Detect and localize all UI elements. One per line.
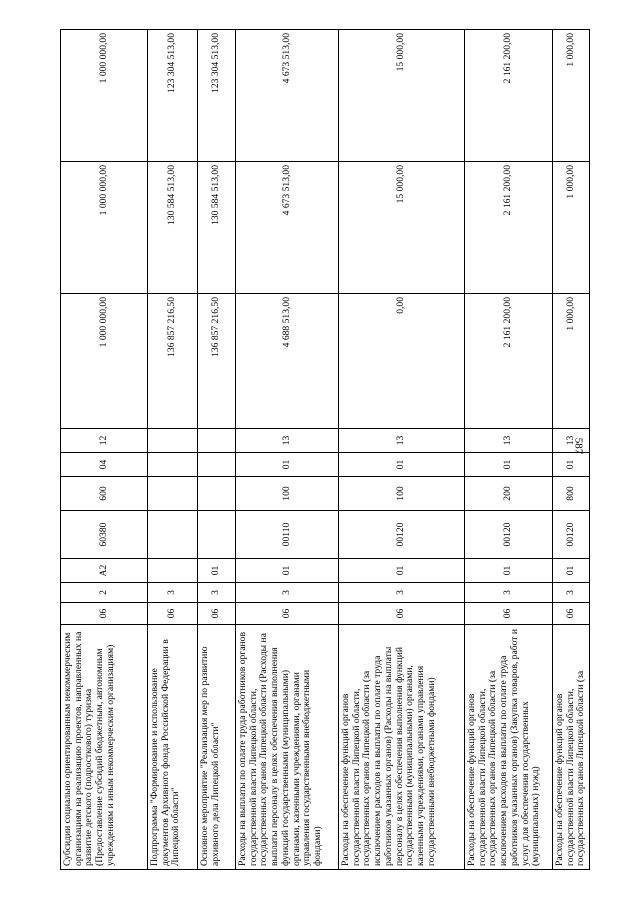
code-expense-type: [198, 477, 236, 511]
amount-year-1: 2 161 200,00: [465, 294, 553, 429]
code-om: 01: [198, 559, 236, 583]
code-expense-type: 100: [236, 477, 339, 511]
code-gp: 06: [553, 603, 590, 625]
amount-year-3: 15 000,00: [339, 30, 465, 162]
code-om: 01: [236, 559, 339, 583]
code-section: 01: [465, 453, 553, 477]
code-gp: 06: [339, 603, 465, 625]
code-section: 04: [61, 453, 148, 477]
table-row: [553, 30, 590, 870]
code-pp: 3: [465, 583, 553, 603]
code-expense-type: 200: [465, 477, 553, 511]
code-subsection: 12: [61, 429, 148, 453]
code-subsection: [148, 429, 198, 453]
code-subsection: [198, 429, 236, 453]
code-subsection: 13: [236, 429, 339, 453]
amount-year-1: 136 857 216,50: [148, 294, 198, 429]
amount-year-2: 1 000 000,00: [61, 162, 148, 294]
code-om: А2: [61, 559, 148, 583]
code-gp: 06: [198, 603, 236, 625]
row-description: Расходы на обеспечение функций органов государственной власти Липецкой области, государственных органов Липецкой области (за исключением расходов на выплаты по оплате труда работников указанных органов) (Закупка товаров, работ и услуг для обеспечения государственных (муниципальных) нужд): [465, 625, 553, 870]
amount-year-2: 1 000,00: [553, 162, 590, 294]
table-row: [465, 30, 553, 870]
amount-year-1: 1 000 000,00: [61, 294, 148, 429]
amount-year-2: 130 584 513,00: [198, 162, 236, 294]
row-description: Субсидии социально ориентированным некоммерческим организациям на реализацию проектов, направленных на развитие детского (подросткового) туризма (Предоставление субсидий бюджетным, автономным учреждениям и иным некоммерческим организациям): [61, 625, 148, 870]
code-expense-type: 600: [61, 477, 148, 511]
code-om: [148, 559, 198, 583]
code-section: 01: [553, 453, 590, 477]
row-description: Расходы на обеспечение функций органов государственной власти Липецкой области, государственных органов Липецкой области (за: [553, 625, 590, 870]
code-om: 01: [465, 559, 553, 583]
amount-year-2: 130 584 513,00: [148, 162, 198, 294]
code-pp: 3: [553, 583, 590, 603]
code-om: 01: [553, 559, 590, 583]
row-description: Основное мероприятие "Реализация мер по развитию архивного дела Липецкой области": [198, 625, 236, 870]
code-direction: 00110: [236, 511, 339, 559]
code-gp: 06: [465, 603, 553, 625]
table-row: [148, 30, 198, 870]
amount-year-3: 4 673 513,00: [236, 30, 339, 162]
code-pp: 3: [339, 583, 465, 603]
code-pp: 3: [148, 583, 198, 603]
amount-year-1: 4 688 513,00: [236, 294, 339, 429]
row-description: Расходы на выплаты по оплате труда работников органов государственной власти Липецкой области, государственных органов Липецкой области (Расходы на выплаты персоналу в целях обеспечения выполнения функций государственными (муниципальными) органами, казенными учреждениями, органами управления государственными внебюджетными фондами): [236, 625, 339, 870]
amount-year-3: 2 161 200,00: [465, 30, 553, 162]
row-description: Подпрограмма "Формирование и использование документов Архивного фонда Российской Федерации в Липецкой области": [148, 625, 198, 870]
code-expense-type: 100: [339, 477, 465, 511]
amount-year-3: 1 000,00: [553, 30, 590, 162]
code-direction: [148, 511, 198, 559]
amount-year-1: 1 000,00: [553, 294, 590, 429]
code-expense-type: [148, 477, 198, 511]
code-direction: 00120: [553, 511, 590, 559]
table-row: [61, 30, 148, 870]
code-section: 01: [236, 453, 339, 477]
amount-year-3: 123 304 513,00: [148, 30, 198, 162]
code-section: [148, 453, 198, 477]
code-subsection: 13: [339, 429, 465, 453]
code-direction: 00120: [465, 511, 553, 559]
row-description: Расходы на обеспечение функций органов государственной власти Липецкой области, государственных органов Липецкой области (за исключением расходов на выплаты по оплате труда работников указанных органов) (Расходы на выплаты персоналу в целях обеспечения выполнения функций государственными (муниципальными) органами, казенными учреждениями, органами управления государственными внебюджетными фондами): [339, 625, 465, 870]
code-gp: 06: [236, 603, 339, 625]
amount-year-3: 123 304 513,00: [198, 30, 236, 162]
amount-year-1: 136 857 216,50: [198, 294, 236, 429]
code-pp: 3: [198, 583, 236, 603]
amount-year-2: 2 161 200,00: [465, 162, 553, 294]
code-pp: 2: [61, 583, 148, 603]
table-row: [198, 30, 236, 870]
code-gp: 06: [148, 603, 198, 625]
code-pp: 3: [236, 583, 339, 603]
code-direction: [198, 511, 236, 559]
code-gp: 06: [61, 603, 148, 625]
amount-year-2: 15 000,00: [339, 162, 465, 294]
amount-year-3: 1 000 000,00: [61, 30, 148, 162]
code-section: 01: [339, 453, 465, 477]
code-direction: 60380: [61, 511, 148, 559]
code-subsection: 13: [465, 429, 553, 453]
page-number: 587: [572, 437, 585, 455]
table-row: [339, 30, 465, 870]
code-subsection: 13: [553, 429, 590, 453]
code-expense-type: 800: [553, 477, 590, 511]
code-direction: 00120: [339, 511, 465, 559]
rotated-page-content: [60, 30, 585, 870]
amount-year-2: 4 673 513,00: [236, 162, 339, 294]
code-section: [198, 453, 236, 477]
budget-table: [60, 29, 590, 870]
table-row: [236, 30, 339, 870]
amount-year-1: 0,00: [339, 294, 465, 429]
code-om: 01: [339, 559, 465, 583]
